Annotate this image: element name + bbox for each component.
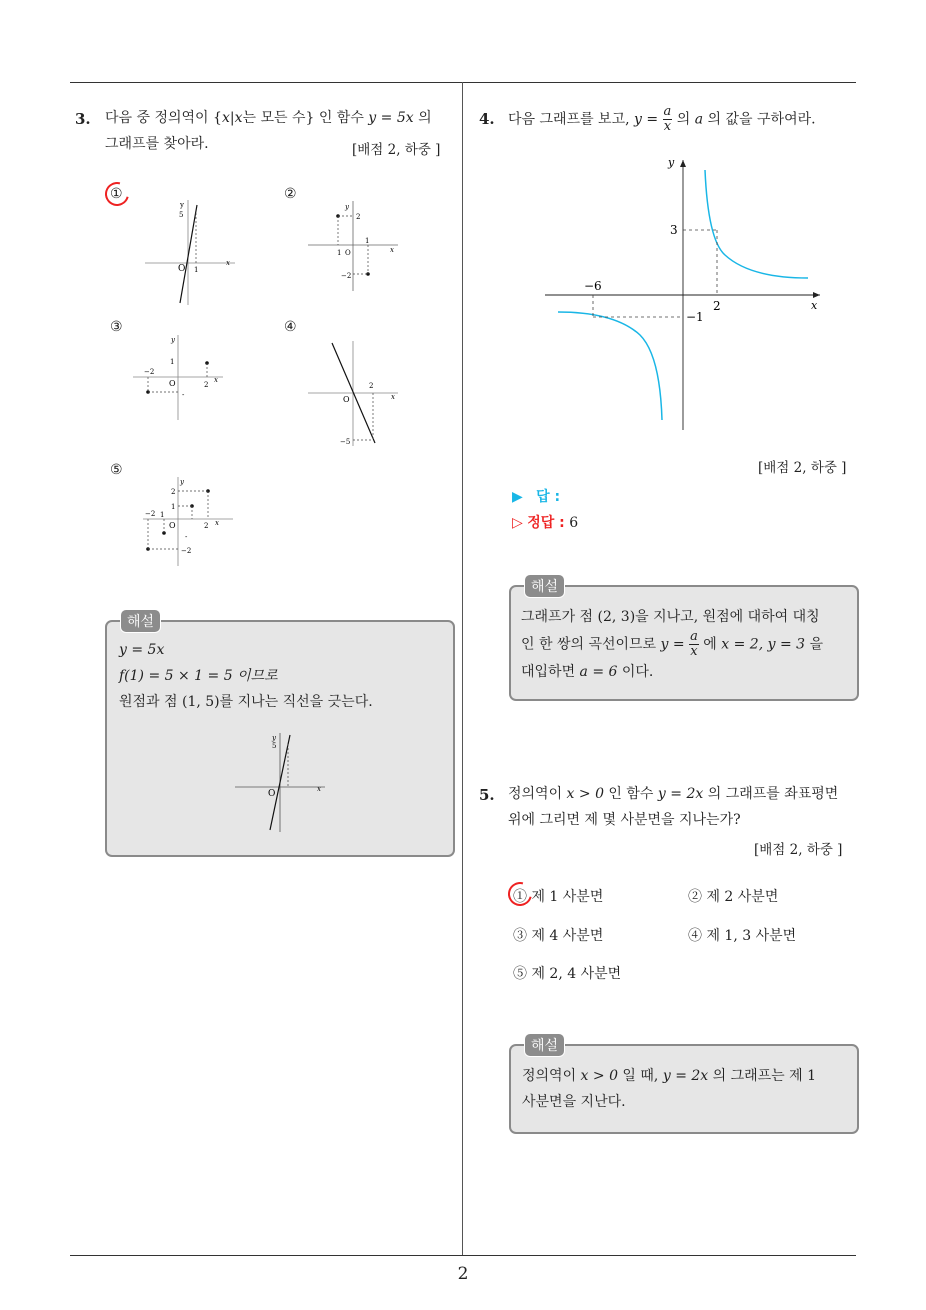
svg-text:y: y — [272, 734, 276, 742]
svg-text:−5: −5 — [340, 438, 351, 446]
svg-text:−2: −2 — [144, 368, 155, 376]
q5-question-text: 정의역이 x > 0 인 함수 y = 2x 의 그래프를 좌표평면 위에 그리면 제 몇 사분면을 지나는가? — [508, 786, 839, 828]
svg-text:3: 3 — [670, 223, 678, 237]
svg-text:−1: −1 — [686, 310, 704, 324]
q3-graph-2 — [305, 198, 405, 293]
svg-text:x: x — [811, 299, 818, 312]
q5-explanation-text: 정의역이 x > 0 일 때, y = 2x 의 그래프는 제 1 사분면을 지난다. — [522, 1068, 817, 1110]
svg-text:2: 2 — [713, 299, 721, 313]
q4-curve-negative — [558, 312, 662, 420]
svg-text:−2: −2 — [145, 510, 156, 518]
bottom-rule — [70, 1255, 856, 1256]
g1-five-label: 5 — [179, 211, 184, 219]
svg-text:x: x — [215, 519, 219, 527]
svg-text:y: y — [668, 156, 675, 169]
svg-text:x: x — [214, 376, 218, 384]
answer-arrow-icon: ▶ — [512, 489, 523, 505]
correct-arrow-icon: ▷ — [512, 515, 523, 531]
svg-text:O: O — [343, 395, 350, 404]
svg-text:O: O — [169, 379, 176, 388]
svg-text:5: 5 — [272, 742, 277, 750]
svg-text:x: x — [390, 246, 394, 254]
q5-option-4[interactable]: ④ 제 1, 3 사분면 — [688, 928, 797, 944]
selected-answer-mark — [101, 178, 134, 211]
svg-text:1: 1 — [365, 237, 370, 245]
svg-text:x: x — [391, 393, 395, 401]
q3-graph-3 — [130, 330, 230, 420]
q4-number: 4. — [479, 110, 495, 128]
q3-option-3[interactable]: ③ — [110, 319, 123, 335]
svg-text:2: 2 — [171, 488, 176, 496]
q5-meta: [배점 2, 하중 ] — [754, 842, 843, 858]
svg-text:2: 2 — [356, 213, 361, 221]
q3-graph-5 — [140, 474, 240, 569]
svg-text:y: y — [171, 336, 175, 344]
svg-text:-: - — [182, 391, 185, 399]
q4-explanation-text: 그래프가 점 (2, 3)을 지나고, 원점에 대하여 대칭 인 한 쌍의 곡선이므로 y = $\frac{a}{x}$ 에 x = 2, y = 3 을 대입하면 a = 6 이다. — [521, 609, 824, 680]
svg-text:1: 1 — [171, 503, 176, 511]
svg-text:2: 2 — [369, 382, 374, 390]
q5-explanation-tag: 해설 — [524, 1033, 565, 1057]
svg-text:1: 1 — [170, 358, 175, 366]
q3-option-1[interactable]: ① — [110, 186, 123, 202]
q4-answer-line: ▶ 답 : — [512, 489, 561, 505]
g1-y-label: y — [180, 201, 184, 209]
svg-text:−2: −2 — [341, 272, 352, 280]
svg-text:1: 1 — [160, 511, 165, 519]
g1-x-label: x — [226, 259, 230, 267]
q3-graph-4 — [305, 338, 405, 446]
q3-option-4[interactable]: ④ — [284, 319, 297, 335]
q3-option-5[interactable]: ⑤ — [110, 462, 123, 478]
svg-text:O: O — [345, 249, 351, 257]
svg-text:2: 2 — [204, 381, 209, 389]
svg-text:−2: −2 — [181, 547, 192, 555]
q4-hyperbola-graph — [540, 150, 830, 435]
q5-option-5[interactable]: ⑤ 제 2, 4 사분면 — [513, 966, 622, 982]
svg-text:y: y — [345, 203, 349, 211]
svg-text:−6: −6 — [584, 279, 602, 293]
q4-explanation-tag: 해설 — [524, 574, 565, 598]
page-number: 2 — [457, 1264, 469, 1284]
q5-option-2[interactable]: ② 제 2 사분면 — [688, 889, 779, 905]
q3-question-text: 다음 중 정의역이 {x|x는 모든 수} 인 함수 y = 5x 의 그래프를 찾아라. — [105, 110, 432, 152]
q4-curve-positive — [705, 170, 808, 278]
q3-explanation-tag: 해설 — [120, 609, 161, 633]
q3-number: 3. — [75, 110, 91, 128]
svg-text:O: O — [169, 521, 176, 530]
svg-text:-: - — [185, 533, 188, 541]
q5-number: 5. — [479, 786, 495, 804]
g1-one-label: 1 — [194, 266, 199, 274]
q4-meta: [배점 2, 하중 ] — [758, 460, 847, 476]
q4-correct-line: ▷ 정답 : 6 — [512, 515, 579, 531]
svg-text:O: O — [268, 789, 276, 799]
q3-explanation-graph — [232, 730, 332, 832]
top-rule — [70, 82, 856, 83]
q5-option-1[interactable]: ① 제 1 사분면 — [513, 889, 604, 905]
q5-option-3[interactable]: ③ 제 4 사분면 — [513, 928, 604, 944]
q3-option-2[interactable]: ② — [284, 186, 297, 202]
q3-explanation-text: y = 5x f(1) = 5 × 1 = 5 이므로 원점과 점 (1, 5)를 지나는 직선을 긋는다. — [119, 642, 373, 710]
g1-origin-label: O — [178, 264, 186, 274]
svg-text:2: 2 — [204, 522, 209, 530]
svg-text:x: x — [317, 785, 321, 793]
q3-graph-1 — [140, 195, 240, 307]
column-divider — [462, 82, 463, 1256]
q4-question-text: 다음 그래프를 보고, y = $\frac{a}{x}$ 의 a 의 값을 구하여라. — [508, 104, 816, 134]
svg-text:y: y — [180, 478, 184, 486]
svg-text:1: 1 — [337, 249, 342, 257]
q3-meta: [배점 2, 하중 ] — [352, 142, 441, 158]
